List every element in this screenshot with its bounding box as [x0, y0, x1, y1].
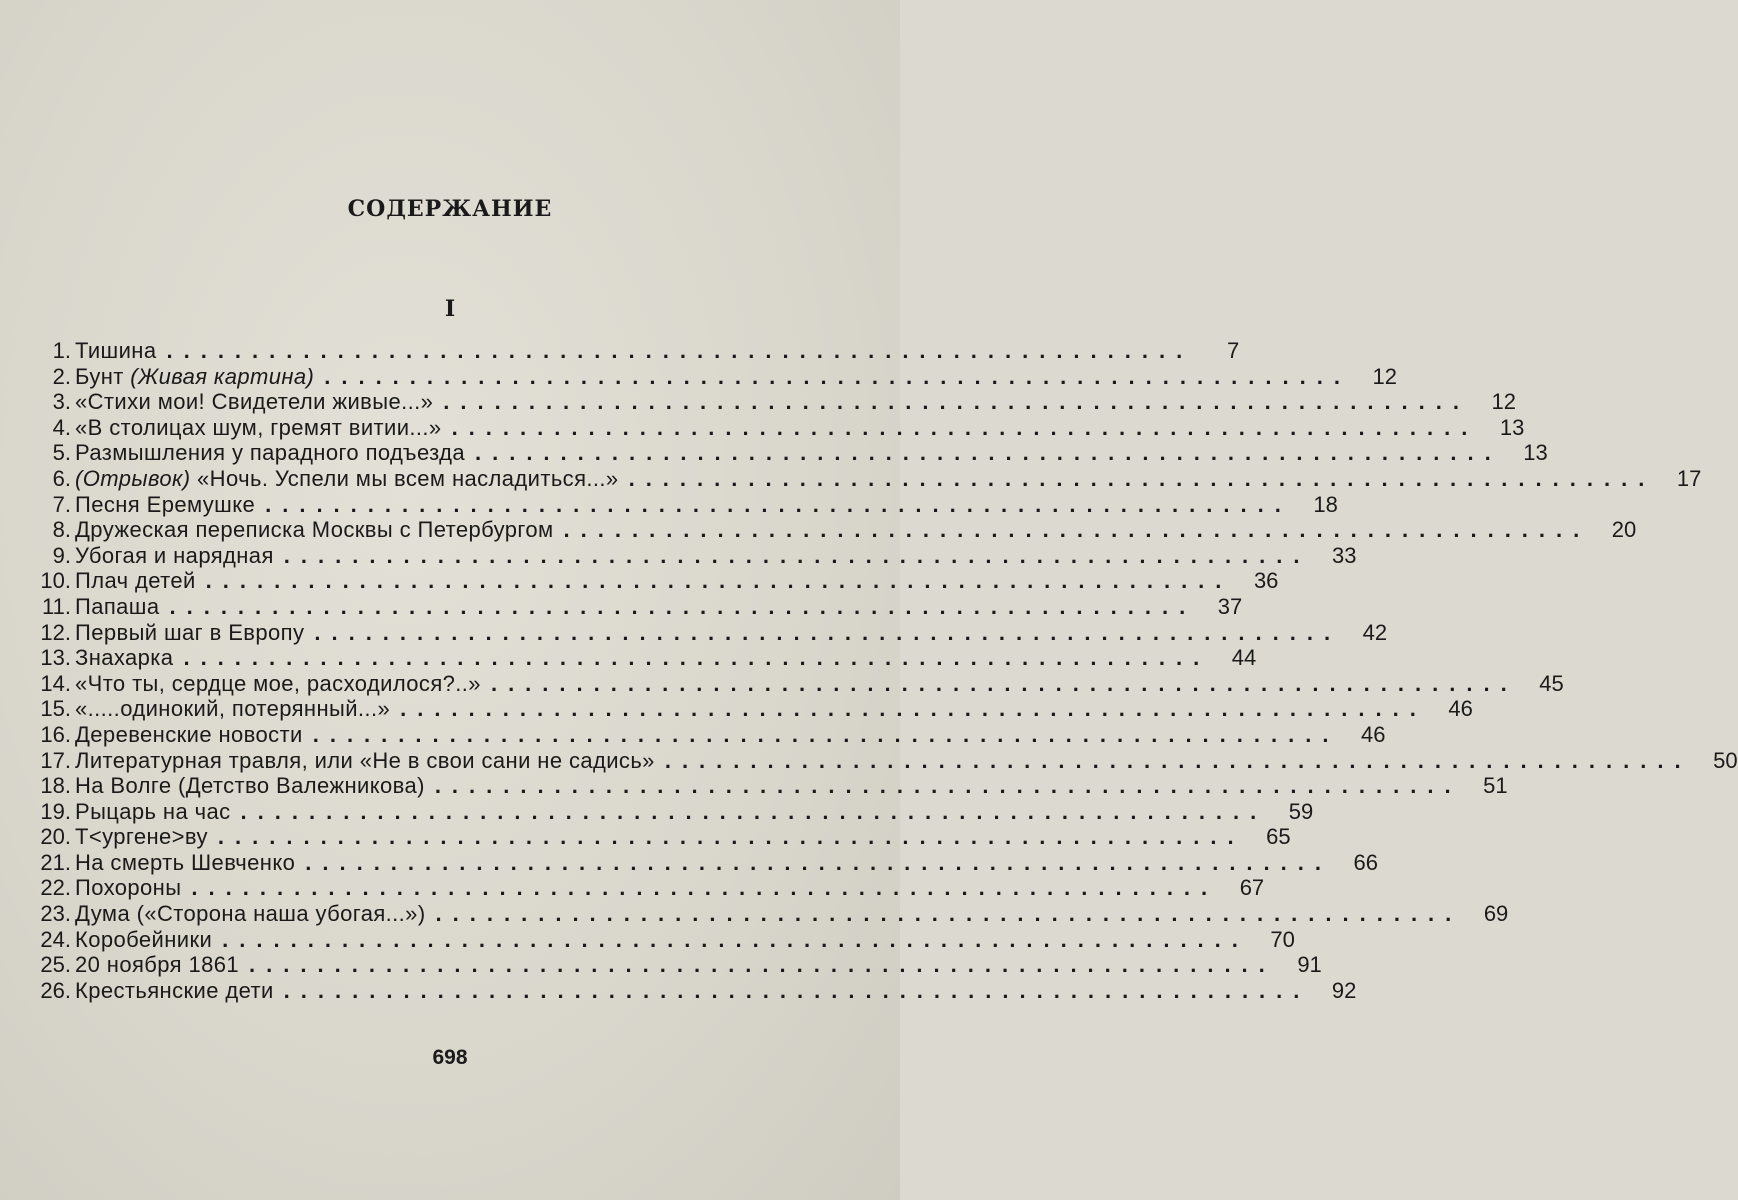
toc-entry-title-wrap [71, 850, 295, 876]
toc-entry-title: Плач детей [75, 568, 196, 594]
toc-entry [38, 901, 1509, 927]
toc-entry-title-wrap [71, 364, 314, 390]
toc-entry-number: 7. [52, 491, 71, 517]
toc-entry-number: 10. [40, 568, 71, 594]
toc-entry [38, 721, 1386, 748]
toc-entry-title-wrap [71, 824, 208, 850]
toc-entry-leader-dots: ............................................................ [240, 798, 1268, 824]
toc-entry-number: 25. [40, 952, 71, 978]
toc-entry-title: Литературная травля, или «Не в свои сани не садись» [75, 747, 655, 773]
toc-entry-title: Похороны [75, 875, 182, 901]
toc-entry-number: 11. [42, 593, 71, 619]
toc-entry-title: Рыцарь на час [75, 798, 231, 824]
toc-entry-leader-dots: ............................................................ [314, 619, 1342, 645]
toc-entry-title: «В столицах шум, гремят витии...» [75, 414, 442, 440]
toc-entry-title-wrap [71, 466, 619, 492]
toc-entry [38, 798, 1314, 825]
toc-entry-leader-dots: ............................................................ [664, 747, 1692, 773]
toc-entry-subtitle: (Живая картина) [130, 363, 315, 389]
toc-entry-title: Тишина [75, 338, 157, 363]
toc-entry-page: 45 [1539, 670, 1564, 696]
toc-entry-title: Размышления у парадного подъезда [75, 440, 465, 466]
toc-entry [38, 773, 1508, 799]
toc-entry-title: «Что ты, сердце мое, расходилося?..» [75, 670, 481, 696]
toc-entry-title-wrap [71, 389, 433, 415]
toc-entry-leader-dots: ............................................................ [474, 440, 1502, 466]
toc-entry-number: 2. [52, 363, 71, 389]
toc-entry-page: 91 [1297, 952, 1322, 978]
toc-entry-number: 12. [40, 619, 71, 645]
toc-entry-leader-dots: ............................................................ [563, 517, 1591, 543]
toc-entry-title: Убогая и нарядная [75, 542, 274, 568]
toc-entry-number: 15. [40, 696, 71, 722]
toc-entry-number: 18. [40, 773, 71, 799]
toc-entry-leader-dots: ............................................................ [312, 721, 1340, 747]
toc-entry-leader-dots: ............................................................ [324, 363, 1351, 389]
toc-entry [38, 670, 1564, 697]
toc-entry-leader-dots: ............................................................ [249, 952, 1276, 978]
toc-entry-title-wrap [71, 440, 465, 466]
toc-entry-number: 22. [40, 875, 71, 901]
toc-entry-title-wrap [71, 492, 255, 518]
toc-entry-page: 69 [1483, 901, 1509, 927]
toc-entry-leader-dots: ............................................................ [169, 593, 1197, 619]
toc-entry-title-wrap [71, 799, 231, 825]
toc-entry-number: 4. [52, 414, 71, 440]
toc-entry-title: 20 ноября 1861 [75, 952, 240, 978]
toc-entry-title-wrap [71, 773, 425, 799]
toc-entry [38, 338, 1240, 364]
toc-entry-number: 20. [40, 824, 71, 850]
toc-entry-number: 16. [40, 721, 71, 747]
toc-entry-leader-dots: ............................................................ [434, 773, 1462, 799]
page-number: 698 [432, 1046, 468, 1069]
toc-entry [38, 389, 1517, 415]
toc-entry-number: 9. [52, 542, 71, 568]
toc-entry-number: 24. [40, 926, 71, 952]
toc-entry [38, 363, 1397, 390]
toc-entry-page: 37 [1217, 593, 1243, 619]
toc-entry [38, 440, 1548, 466]
toc-entry [38, 747, 1738, 774]
toc-entry-number: 8. [52, 517, 71, 543]
toc-entry-title: «.....одинокий, потерянный...» [75, 696, 391, 722]
toc-entry-title: Крестьянские дети [75, 977, 274, 1003]
toc-entry-leader-dots: ............................................................ [451, 414, 1479, 440]
toc-entry-title-wrap [71, 722, 303, 748]
section-numeral: I [444, 296, 456, 322]
toc-entry-title-wrap [71, 594, 159, 620]
toc-entry [38, 593, 1243, 620]
toc-entry-page: 33 [1332, 542, 1357, 568]
toc-entry [38, 824, 1291, 850]
toc-entry-number: 1. [52, 338, 71, 363]
toc-entry-title: «Ночь. Успели мы всем насладиться...» [197, 465, 619, 491]
toc-entry-leader-dots: ............................................................ [305, 849, 1332, 875]
toc-entry-page: 46 [1448, 696, 1473, 722]
toc-entry-title: Коробейники [75, 926, 213, 952]
toc-entry-title-wrap [71, 671, 481, 697]
toc-entry-page: 65 [1266, 824, 1291, 850]
show-through-text [320, 62, 326, 82]
toc-entry-leader-dots: ............................................................ [628, 465, 1656, 491]
toc-entry-leader-dots: ............................................................ [191, 875, 1219, 901]
toc-entry-page: 42 [1362, 619, 1388, 645]
toc-entry-number: 14. [40, 670, 71, 696]
toc-entry-prefix: (Отрывок) [75, 465, 191, 491]
toc-entry-title: Дума («Сторона наша убогая...») [75, 901, 426, 927]
toc-entry-page: 50 [1713, 747, 1738, 773]
toc-entry [38, 696, 1473, 722]
toc-entry-page: 12 [1372, 363, 1397, 389]
toc-entry-page: 44 [1231, 645, 1257, 671]
toc-entry-title-wrap [71, 645, 173, 671]
toc-entry-title-wrap [71, 568, 196, 594]
toc-entry [38, 568, 1279, 594]
toc-entry-title-wrap [71, 901, 426, 927]
toc-entry-number: 26. [40, 977, 71, 1003]
toc-entry [38, 619, 1388, 646]
toc-entry-title: Песня Еремушке [75, 491, 256, 517]
toc-entry-title-wrap [71, 696, 390, 722]
toc-entry-page: 67 [1239, 875, 1265, 901]
toc-entry-number: 17. [40, 747, 71, 773]
toc-entry [38, 645, 1257, 671]
toc-entry-page: 46 [1360, 721, 1386, 747]
toc-entry-leader-dots: ............................................................ [217, 824, 1245, 850]
toc-entry-title-wrap [71, 927, 212, 953]
toc-entry [38, 517, 1637, 543]
toc-entry-title: На смерть Шевченко [75, 849, 296, 875]
toc-entry-title-wrap [71, 543, 274, 569]
toc-entry-page: 7 [1226, 338, 1240, 363]
toc-entry-page: 66 [1353, 849, 1378, 875]
toc-entry [38, 952, 1322, 978]
toc-entry-title: Знахарка [75, 645, 174, 671]
toc-entry-page: 12 [1491, 389, 1517, 415]
toc-entry-title-wrap [71, 952, 239, 978]
toc-entry-title-wrap [71, 338, 156, 364]
toc-entry-title: Дружеская переписка Москвы с Петербургом [75, 517, 554, 543]
toc-entry-title-wrap [71, 978, 274, 1004]
toc-entry-leader-dots: ............................................................ [222, 926, 1249, 952]
toc-entry-leader-dots: ............................................................ [166, 338, 1194, 363]
toc-entry-leader-dots: ............................................................ [490, 670, 1518, 696]
toc-entry-title-wrap [71, 517, 554, 543]
toc-entry-leader-dots: ............................................................ [435, 901, 1463, 927]
toc-entry [38, 926, 1295, 953]
toc-entry-page: 51 [1483, 773, 1508, 799]
toc-entry-page: 13 [1499, 414, 1525, 440]
toc-entry-leader-dots: ............................................................ [443, 389, 1471, 415]
toc-entry-leader-dots: ............................................................ [183, 645, 1211, 671]
toc-entry [38, 977, 1357, 1004]
toc-entry-page: 36 [1253, 568, 1279, 594]
toc-entry [38, 491, 1338, 518]
toc-entry [38, 542, 1357, 569]
toc-entry-title: Бунт (Живая картина) [75, 363, 315, 389]
toc-entry-number: 13. [40, 645, 71, 671]
toc-entry [38, 414, 1525, 441]
toc-entry-leader-dots: ............................................................ [205, 568, 1233, 594]
toc-entry-page: 70 [1270, 926, 1295, 952]
toc-entry-leader-dots: ............................................................ [283, 542, 1311, 568]
toc-entry-title: Первый шаг в Европу [75, 619, 305, 645]
toc-entry-title-wrap [71, 875, 181, 901]
toc-entry [38, 849, 1378, 876]
toc-entry-number: 21. [40, 849, 71, 875]
toc-entry-leader-dots: ............................................................ [400, 696, 1427, 722]
toc-entry-title-wrap [71, 415, 442, 441]
toc-entry-title: Деревенские новости [75, 721, 303, 747]
toc-entry-page: 20 [1611, 517, 1637, 543]
toc-entry-leader-dots: ............................................................ [265, 491, 1292, 517]
toc-entry-number: 19. [40, 798, 71, 824]
toc-entry-page: 59 [1288, 798, 1314, 824]
toc-entry-number: 23. [40, 901, 71, 927]
toc-entry [38, 465, 1702, 492]
toc-entry-number: 3. [52, 389, 71, 415]
toc-entry-title: На Волге (Детство Валежникова) [75, 773, 425, 799]
table-of-contents [38, 338, 1738, 1003]
toc-entry [38, 875, 1265, 901]
toc-entry-title-wrap [71, 620, 304, 646]
toc-entry-title-wrap [71, 748, 655, 774]
toc-entry-number: 6. [52, 465, 71, 491]
toc-entry-title: Т<ургене>ву [75, 824, 208, 850]
toc-entry-number: 5. [52, 440, 71, 466]
toc-entry-title: «Стихи мои! Свидетели живые...» [75, 389, 434, 415]
toc-entry-page: 92 [1331, 977, 1357, 1003]
toc-entry-page: 17 [1676, 465, 1702, 491]
toc-entry-page: 18 [1313, 491, 1338, 517]
toc-entry-title: Папаша [75, 593, 160, 619]
toc-entry-page: 13 [1523, 440, 1548, 466]
toc-entry-leader-dots: ............................................................ [283, 977, 1311, 1003]
page-title: СОДЕРЖАНИЕ [347, 196, 553, 222]
